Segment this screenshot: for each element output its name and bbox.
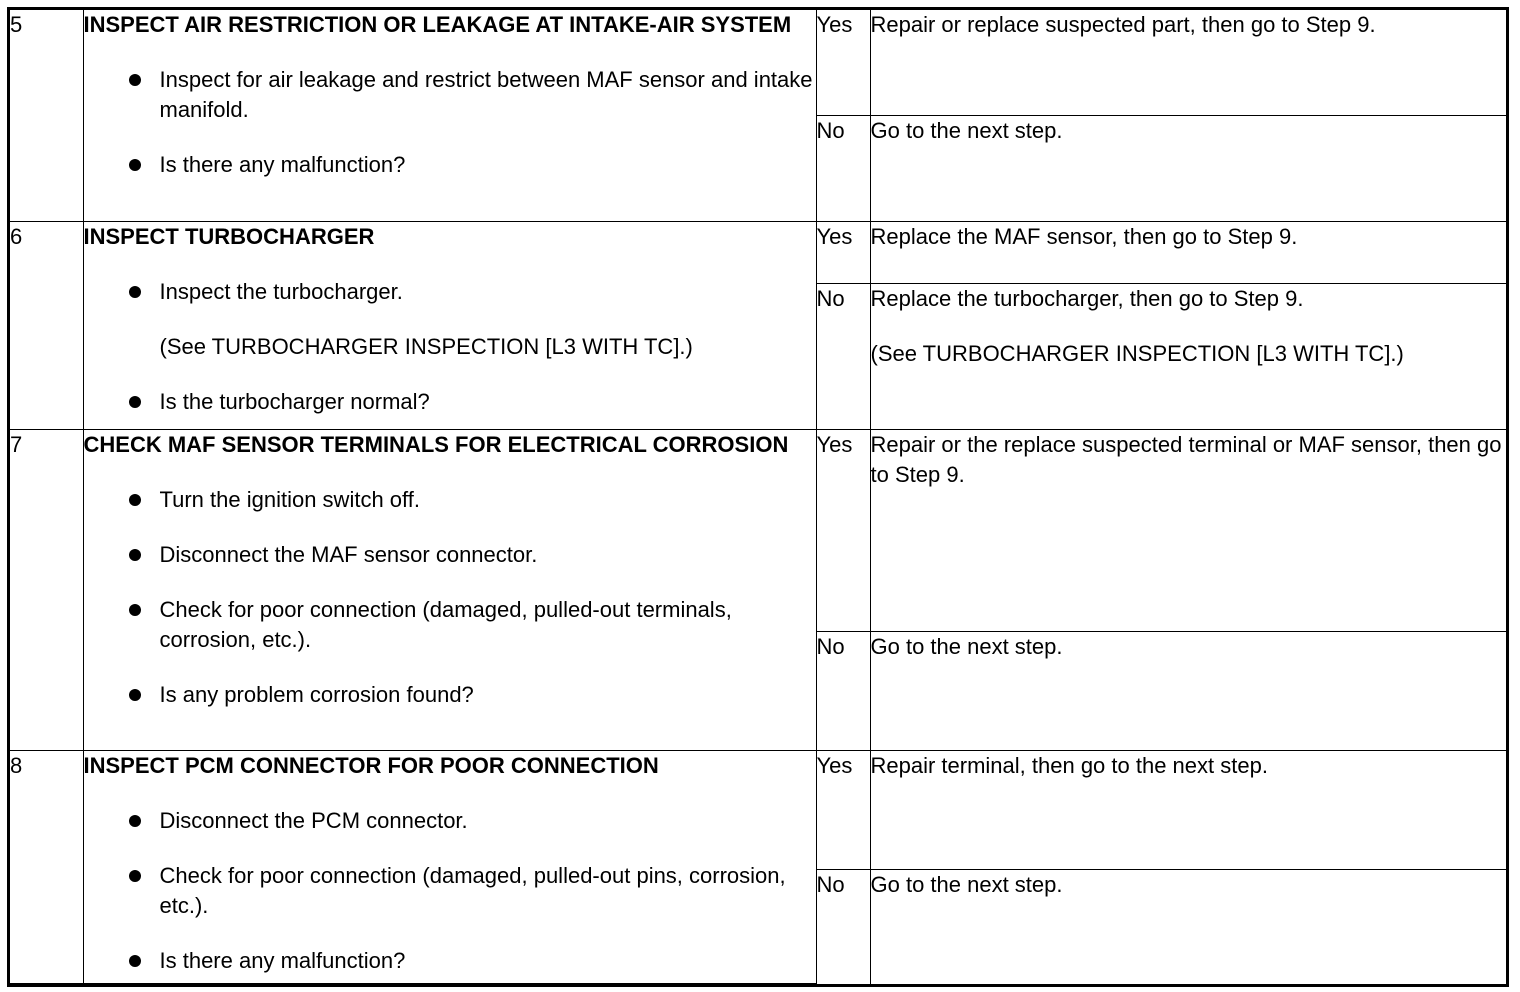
step-title: INSPECT TURBOCHARGER (83, 223, 375, 249)
step-number: 5 (10, 10, 83, 221)
step-5-description (83, 10, 816, 221)
no-label: No (816, 115, 870, 221)
no-label: No (816, 869, 870, 984)
step-bullet-list (84, 277, 816, 417)
bullet-item: Check for poor connection (damaged, pulled-out terminals, corrosion, etc.). (84, 595, 816, 655)
yes-label: Yes (816, 221, 870, 283)
yes-label: Yes (816, 10, 870, 115)
step-title: INSPECT PCM CONNECTOR FOR POOR CONNECTION (83, 752, 659, 778)
yes-action: Repair terminal, then go to the next step. (870, 750, 1506, 869)
step-title: CHECK MAF SENSOR TERMINALS FOR ELECTRICAL CORROSION (83, 431, 789, 457)
step-title: INSPECT AIR RESTRICTION OR LEAKAGE AT INTAKE-AIR SYSTEM (83, 12, 792, 37)
yes-action: Replace the MAF sensor, then go to Step 9. (870, 221, 1506, 283)
step-8-description (83, 750, 816, 984)
step-6-yes-row (10, 221, 1506, 283)
step-8-yes-row (10, 750, 1506, 869)
bullet-item: Is there any malfunction? (84, 150, 816, 180)
bullet-item (84, 277, 816, 362)
yes-action: Repair or the replace suspected terminal or MAF sensor, then go to Step 9. (870, 429, 1506, 631)
bullet-item: Is any problem corrosion found? (84, 680, 816, 710)
diagnostic-steps-table (10, 10, 1506, 984)
step-bullet-list (84, 806, 816, 976)
step-7-description (83, 429, 816, 750)
yes-label: Yes (816, 750, 870, 869)
bullet-item: Turn the ignition switch off. (84, 485, 816, 515)
step-number: 7 (10, 429, 83, 750)
bullet-item: Check for poor connection (damaged, pulled-out pins, corrosion, etc.). (84, 861, 816, 921)
reference-note: (See TURBOCHARGER INSPECTION [L3 WITH TC].) (159, 333, 693, 359)
yes-label: Yes (816, 429, 870, 631)
yes-action: Repair or replace suspected part, then go to Step 9. (870, 10, 1506, 115)
no-action: Replace the turbocharger, then go to Step 9. (870, 285, 1304, 311)
step-5-yes-row (10, 10, 1506, 115)
diagnostic-procedure-sheet (7, 7, 1509, 987)
step-bullet-list (84, 485, 816, 710)
bullet-text: Inspect the turbocharger. (159, 278, 403, 304)
step-7-yes-row (10, 429, 1506, 631)
bullet-item: Is there any malfunction? (84, 946, 816, 976)
step-bullet-list (84, 65, 816, 180)
bullet-item: Inspect for air leakage and restrict between MAF sensor and intake manifold. (84, 65, 816, 125)
bullet-item: Disconnect the MAF sensor connector. (84, 540, 816, 570)
no-action: Go to the next step. (870, 631, 1506, 750)
step-6-description (83, 221, 816, 429)
no-label: No (816, 283, 870, 429)
no-action: Go to the next step. (870, 115, 1506, 221)
step-number: 6 (10, 221, 83, 429)
bullet-item: Is the turbocharger normal? (84, 387, 816, 417)
no-action: Go to the next step. (870, 869, 1506, 984)
bullet-item: Disconnect the PCM connector. (84, 806, 816, 836)
no-label: No (816, 631, 870, 750)
no-action-cell (870, 283, 1506, 429)
reference-note: (See TURBOCHARGER INSPECTION [L3 WITH TC].) (870, 340, 1404, 366)
step-number: 8 (10, 750, 83, 984)
